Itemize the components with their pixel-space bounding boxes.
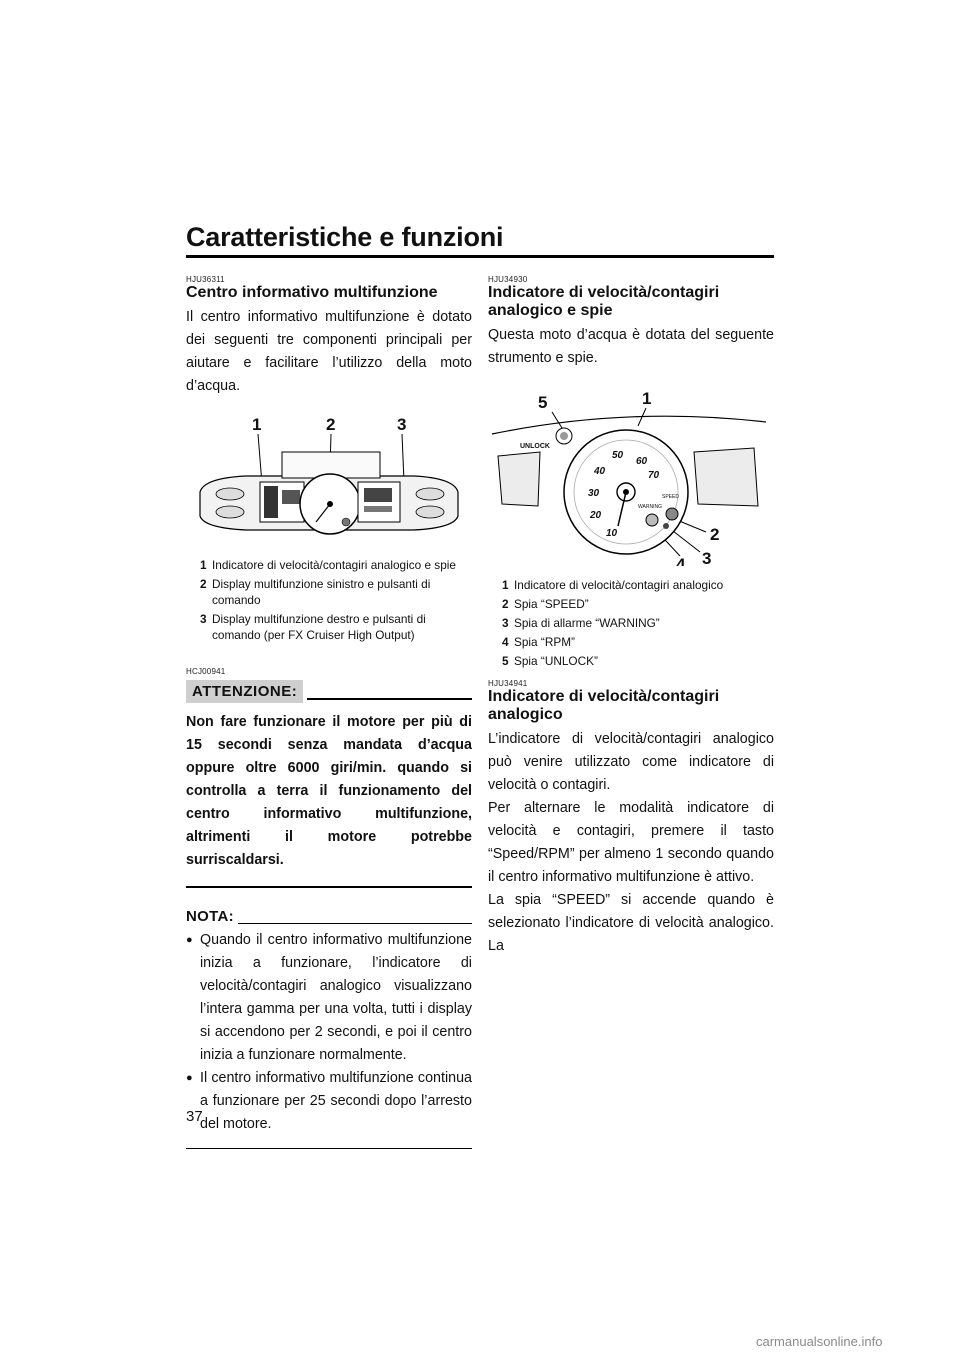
caption-item: 2 Spia “SPEED” — [502, 597, 589, 611]
caption-item: 5 Spia “UNLOCK” — [502, 654, 598, 668]
caption-item: 3 Display multifunzione destro e pulsanti di comando (per FX Cruiser High Output) — [200, 612, 426, 642]
caption-item: 2 Display multifunzione sinistro e pulsanti di comando — [200, 577, 431, 607]
body-paragraph: L’indicatore di velocità/contagiri analogico può venire utilizzato come indicatore di velocità o contagiri. — [488, 731, 774, 793]
intro-paragraph: Il centro informativo multifunzione è dotato dei seguenti tre componenti principali per aiutare e facilitare l’utilizzo della moto d’acqua. — [186, 309, 472, 394]
callout-2: 1 — [252, 415, 262, 434]
gauge-figure — [488, 386, 774, 571]
title-rule — [186, 255, 774, 258]
attention-text: Non fare funzionare il motore per più di 15 secondi senza mandata d’acqua oppure oltre 6000 giri/min. quando si controlla a terra il funzionamento del centro informativo multifunzione, altrimenti il motore potrebbe surriscaldarsi. — [186, 711, 472, 888]
body-paragraph: La spia “SPEED” si accende quando è selezionato l’indicatore di velocità analogico. La — [488, 892, 774, 954]
body-paragraph: Per alternare le modalità indicatore di velocità e contagiri, premere il tasto “Speed/RPM” per almeno 1 secondo quando il centro informativo multifunzione è attivo. — [488, 800, 774, 885]
bullet-icon: ● — [186, 1072, 193, 1084]
speed-mark: 30 — [588, 488, 600, 499]
speed-mark: 40 — [594, 466, 606, 477]
figure-captions-right — [502, 577, 774, 669]
section-heading: Indicatore di velocità/contagiri analogico e spie — [488, 284, 720, 319]
figure-captions-left — [200, 557, 472, 643]
warning-label: WARNING — [638, 504, 662, 510]
section-code: HJU36311 — [186, 275, 225, 284]
caption-item: 3 Spia di allarme “WARNING” — [502, 616, 660, 630]
page-number: 37 — [186, 1108, 203, 1125]
speed-mark: 20 — [590, 510, 602, 521]
callout-4: 4 — [676, 555, 686, 566]
caption-item: 1 Indicatore di velocità/contagiri analogico e spie — [200, 558, 456, 572]
section-heading: Centro informativo multifunzione — [186, 284, 438, 301]
callout-2: 2 — [710, 525, 720, 544]
gauge-illustration — [488, 386, 774, 566]
callout-3: 3 — [702, 549, 712, 566]
dashboard-figure — [186, 412, 472, 547]
dashboard-illustration — [186, 412, 472, 542]
note-rule — [238, 923, 472, 924]
speed-label: SPEED — [662, 494, 679, 500]
caption-item: 4 Spia “RPM” — [502, 635, 575, 649]
note-box — [186, 908, 472, 1149]
page-title: Caratteristiche e funzioni — [186, 222, 504, 252]
callout-1: 2 — [326, 415, 336, 434]
bullet-icon: ● — [186, 934, 193, 946]
attention-rule — [307, 698, 472, 700]
callout-3: 3 — [397, 415, 407, 434]
speed-mark: 10 — [606, 528, 618, 539]
attention-label: ATTENZIONE: — [186, 680, 303, 703]
caption-item: 1 Indicatore di velocità/contagiri analogico — [502, 578, 724, 592]
list-item: ● Il centro informativo multifunzione continua a funzionare per 25 secondi dopo l’arresto del motore. — [186, 1067, 472, 1136]
intro-paragraph: Questa moto d’acqua è dotata del seguente strumento e spie. — [488, 327, 774, 366]
section-code: HJU34930 — [488, 275, 528, 284]
section-heading: Indicatore di velocità/contagiri analogico — [488, 688, 720, 723]
unlock-label: UNLOCK — [520, 443, 550, 450]
watermark: carmanualsonline.info — [756, 1334, 883, 1349]
note-list — [186, 929, 472, 1149]
speed-mark: 50 — [612, 450, 624, 461]
attention-box — [186, 667, 472, 888]
callout-5: 5 — [538, 393, 548, 412]
section-code: HJU34941 — [488, 679, 528, 688]
left-column — [186, 275, 472, 1149]
right-column — [488, 275, 774, 958]
note-label: NOTA: — [186, 908, 234, 925]
speed-mark: 60 — [636, 456, 648, 467]
attention-code: HCJ00941 — [186, 667, 226, 676]
callout-1: 1 — [642, 389, 652, 408]
speed-mark: 70 — [648, 470, 660, 481]
list-item: ● Quando il centro informativo multifunzione inizia a funzionare, l’indicatore di velocità/contagiri analogico visualizzano l’intera gamma per una volta, tutti i display si accendono per 2 secondi, e poi il centro inizia a funzionare normalmente. — [186, 929, 472, 1067]
